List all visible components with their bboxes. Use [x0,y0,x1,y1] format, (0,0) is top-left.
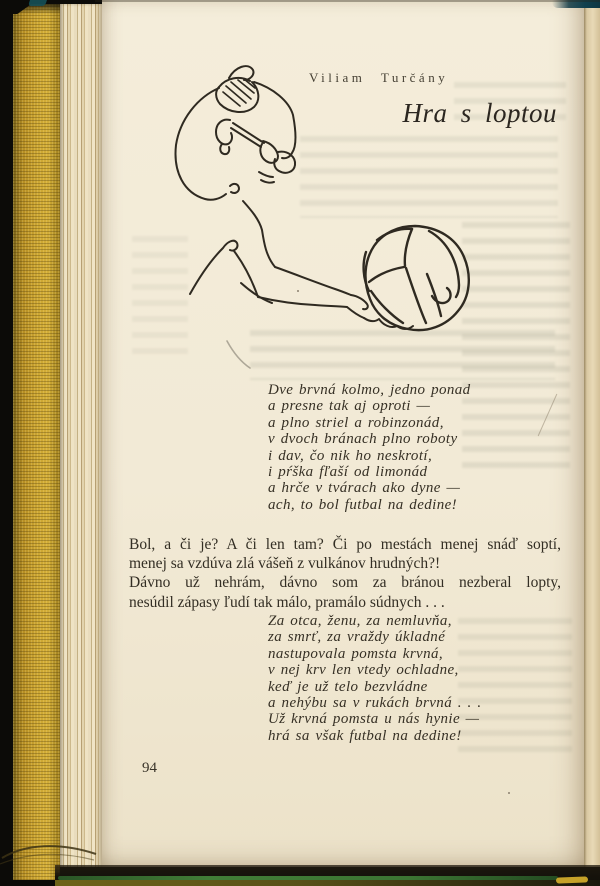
poem-line: v nej krv len vtedy ochladne, [268,662,459,679]
poem-line: Za otca, ženu, za nemluvňa, [268,613,452,629]
illustration-man-with-ball [160,58,485,373]
poem-line: nesúdil zápasy ľudí tak málo, pramálo súdnych . . . [129,593,445,611]
poem-line: hrá sa však futbal na dedine! [268,727,462,744]
poem-title: Hra s loptou [402,98,557,128]
binding-thread [0,840,100,872]
author-header: Viliam Turčány [309,70,449,85]
poem-stanza-1 [268,382,471,513]
poem-interlude [129,535,561,612]
page-number: 94 [142,760,157,776]
poem-line: Dávno už nehrám, dávno som za bránou nezberal lopty, [129,574,561,592]
page-edge-stack [60,4,102,867]
next-page-edge [584,0,600,867]
poem-line: a hrče v tvárach ako dyne — [268,480,461,497]
poem-line: Bol, a či je? A či len tam? Či po mestách menej snáď soptí, [129,536,561,553]
poem-line: Už krvná pomsta u nás hynie — [268,711,480,728]
poem-line: a presne tak aj oproti — [268,398,431,415]
poem-line: i pŕška fľaší od limonád [268,464,428,481]
top-edge-shadow [95,0,600,2]
poem-line: nastupovala pomsta krvná, [268,645,444,662]
poem-line: menej sa vzdúva zlá vášeň z vulkánov hrudných?! [129,555,441,573]
poem-line: Dve brvná kolmo, jedno ponad [268,382,471,398]
poem-line: keď je už telo bezvládne [268,678,428,695]
book-cover-spine [13,4,60,880]
man-caricature [176,66,413,368]
teal-edge-left [28,0,47,6]
poem-stanza-2 [268,613,482,744]
poem-line: za smrť, za vraždy úkladné [268,629,446,646]
poem-line: a nehýbu sa v rukách brvná . . . [268,695,482,712]
poem-line: a plno striel a robinzonád, [268,414,444,431]
bottom-yellow-fleck [556,876,588,883]
book-page [102,0,584,867]
poem-line: v dvoch bránach plno roboty [268,431,458,448]
dust-speck [508,792,510,794]
bottom-olive-edge [55,880,600,886]
poem-line: ach, to bol futbal na dedine! [268,496,458,513]
poem-line: i dav, čo nik ho neskrotí, [268,447,433,464]
football [364,226,469,330]
